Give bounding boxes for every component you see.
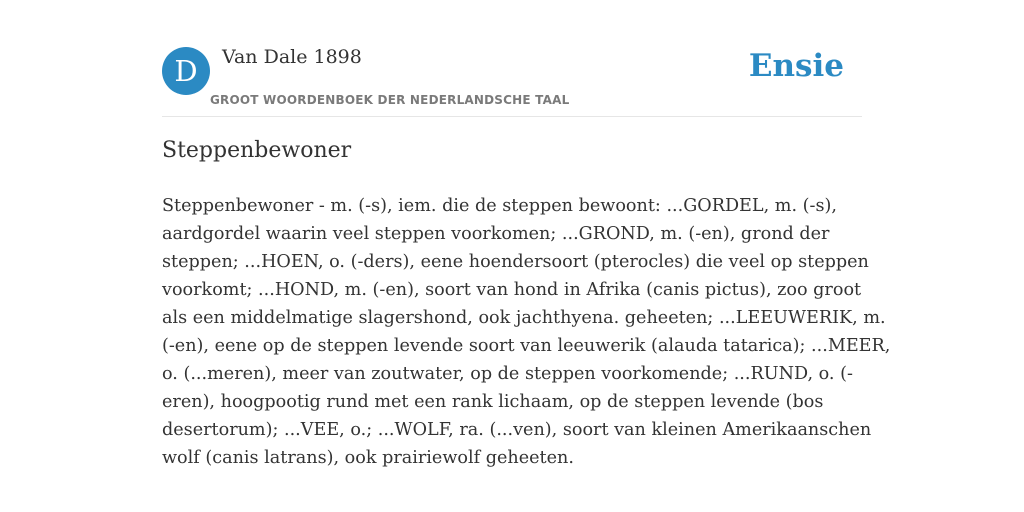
dictionary-title[interactable]: Van Dale 1898: [222, 46, 362, 68]
entry-headword: Steppenbewoner: [162, 138, 352, 163]
dictionary-logo[interactable]: D: [162, 47, 210, 95]
definition-line: desertorum); ...VEE, o.; ...WOLF, ra. (...ven), soort van kleinen Amerikaanschen: [162, 420, 872, 440]
definition-line: wolf (canis latrans), ook prairiewolf geheeten.: [162, 448, 574, 468]
definition-line: eren), hoogpootig rund met een rank lichaam, op de steppen levende (bos: [162, 392, 824, 412]
ensie-brand-logo[interactable]: Ensie: [748, 48, 844, 84]
definition-line: (-en), eene op de steppen levende soort van leeuwerik (alauda tatarica); ...MEER,: [162, 336, 891, 356]
definition-line: als een middelmatige slagershond, ook jachthyena. geheeten; ...LEEUWERIK, m.: [162, 308, 886, 328]
site-header: [162, 40, 862, 117]
entry-definition: [162, 192, 891, 472]
dictionary-subtitle: GROOT WOORDENBOEK DER NEDERLANDSCHE TAAL: [210, 93, 570, 107]
definition-line: Steppenbewoner - m. (-s), iem. die de steppen bewoont: ...GORDEL, m. (-s),: [162, 196, 837, 216]
definition-line: aardgordel waarin veel steppen voorkomen; ...GROND, m. (-en), grond der: [162, 224, 830, 244]
definition-line: o. (...meren), meer van zoutwater, op de steppen voorkomende; ...RUND, o. (-: [162, 364, 853, 384]
definition-line: voorkomt; ...HOND, m. (-en), soort van hond in Afrika (canis pictus), zoo groot: [162, 280, 862, 300]
definition-line: steppen; ...HOEN, o. (-ders), eene hoendersoort (pterocles) die veel op steppen: [162, 252, 869, 272]
